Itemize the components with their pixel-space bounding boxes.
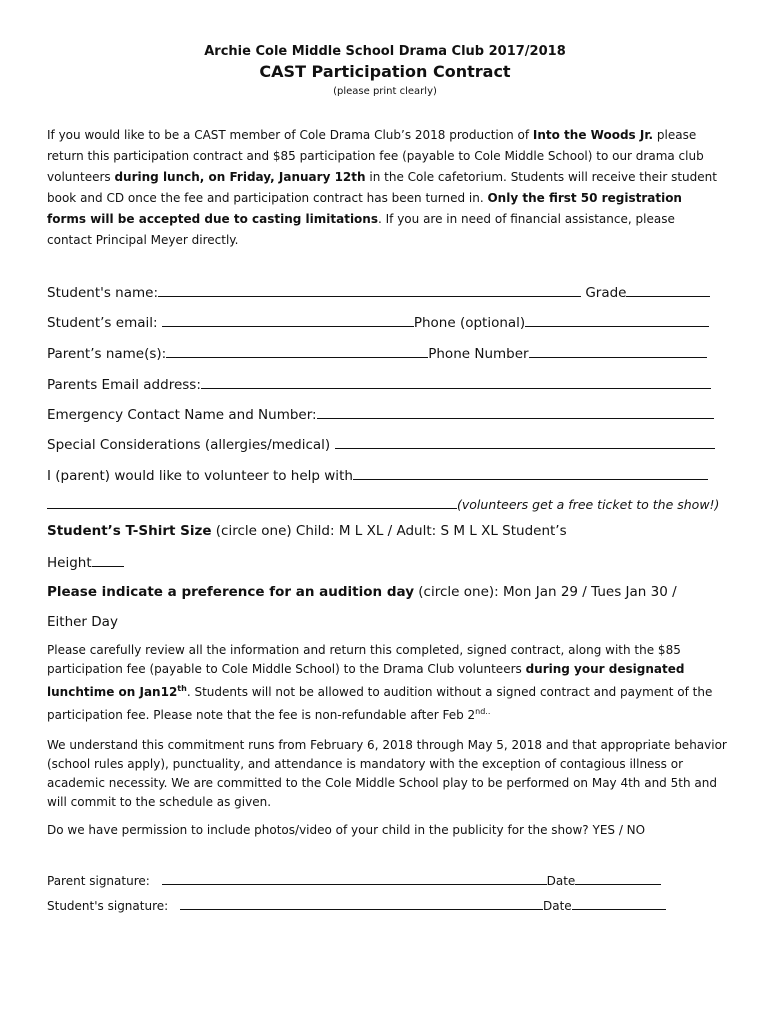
parent-signature-label: Parent signature: [47,874,150,888]
student-signature-field[interactable] [180,896,543,910]
parent-name-field[interactable] [166,344,428,358]
student-email-row [47,313,709,331]
either-day-option: Either Day [47,614,118,630]
parents-email-label: Parents Email address: [47,377,201,393]
special-field[interactable] [335,435,715,449]
student-signature-row [47,896,666,913]
phone-optional-label: Phone (optional) [413,315,526,331]
audition-options: (circle one): Mon Jan 29 / Tues Jan 30 / [414,584,677,600]
parent-date-label: Date [546,874,576,888]
volunteer-row [47,466,708,484]
student-name-row [47,283,710,301]
school-title: Archie Cole Middle School Drama Club 2017/2018 [204,44,566,59]
phone-optional-field[interactable] [525,313,709,327]
phone-number-label: Phone Number [428,346,529,362]
parent-date-field[interactable] [575,871,661,885]
parents-email-field[interactable] [201,375,711,389]
student-name-label: Student's name: [47,285,159,301]
height-row [47,553,124,571]
grade-field[interactable] [626,283,710,297]
volunteer-field[interactable] [353,466,708,480]
special-row [47,435,715,453]
emergency-label: Emergency Contact Name and Number: [47,407,317,423]
contract-title: CAST Participation Contract [259,62,511,81]
volunteer-field-2[interactable] [47,495,457,509]
print-instruction: (please print clearly) [333,86,437,97]
volunteer-label: I (parent) would like to volunteer to help with [47,468,353,484]
tshirt-label: Student’s T-Shirt Size [47,523,212,539]
phone-number-field[interactable] [529,344,707,358]
review-paragraph: Please carefully review all the information and return this completed, signed contract, along with the $85 participation fee (payable to Cole Middle School) to the Drama Club volunteers during your designated lunchtime on Jan12th. Students will not be allowed to audition without a signed contract and payment of the participation fee. Please note that the fee is non-refundable after Feb $2^{nd..}$ [47,643,713,722]
grade-label: Grade [585,285,627,301]
tshirt-row [47,523,567,539]
parent-signature-row [47,871,661,888]
student-name-field[interactable] [158,283,581,297]
tshirt-options: (circle one) Child: M L XL / Adult: S M L XL Student’s [211,523,567,539]
parent-name-row [47,344,707,362]
volunteer-line2-row [47,495,719,512]
student-signature-label: Student's signature: [47,899,169,913]
audition-row [47,584,677,600]
parents-email-row [47,375,711,393]
parent-name-label: Parent’s name(s): [47,346,167,362]
student-date-label: Date [543,899,572,913]
parent-signature-field[interactable] [162,871,547,885]
emergency-row [47,405,714,423]
volunteer-note: (volunteers get a free ticket to the show!) [457,497,720,512]
student-date-field[interactable] [572,896,666,910]
height-label: Height [47,555,92,571]
audition-label: Please indicate a preference for an audition day [47,584,414,600]
commitment-paragraph: We understand this commitment runs from February 6, 2018 through May 5, 2018 and that appropriate behavior (school rules apply), punctuality, and attendance is mandatory with the exception of contagious illness or academic necessity. We are committed to the Cole Middle School play to be performed on May 4th and 5th and will commit to the schedule as given. [47,738,727,809]
height-field[interactable] [92,553,124,567]
student-email-field[interactable] [162,313,414,327]
special-label: Special Considerations (allergies/medical) [47,437,331,453]
either-day-row [47,614,118,630]
permission-question: Do we have permission to include photos/video of your child in the publicity for the show? YES / NO [47,823,646,837]
emergency-field[interactable] [317,405,714,419]
intro-paragraph: If you would like to be a CAST member of Cole Drama Club’s 2018 production of Into the Woods Jr. please return this participation contract and $85 participation fee (payable to Cole Middle School) to our drama club volunteers during lunch, on Friday, January 12th in the Cole cafetorium. Students will receive their student book and CD once the fee and participation contract has been turned in. Only the first 50 registration forms will be accepted due to casting limitations. If you are in need of financial assistance, please contact Principal Meyer directly. [47,128,717,247]
student-email-label: Student’s email: [47,315,158,331]
